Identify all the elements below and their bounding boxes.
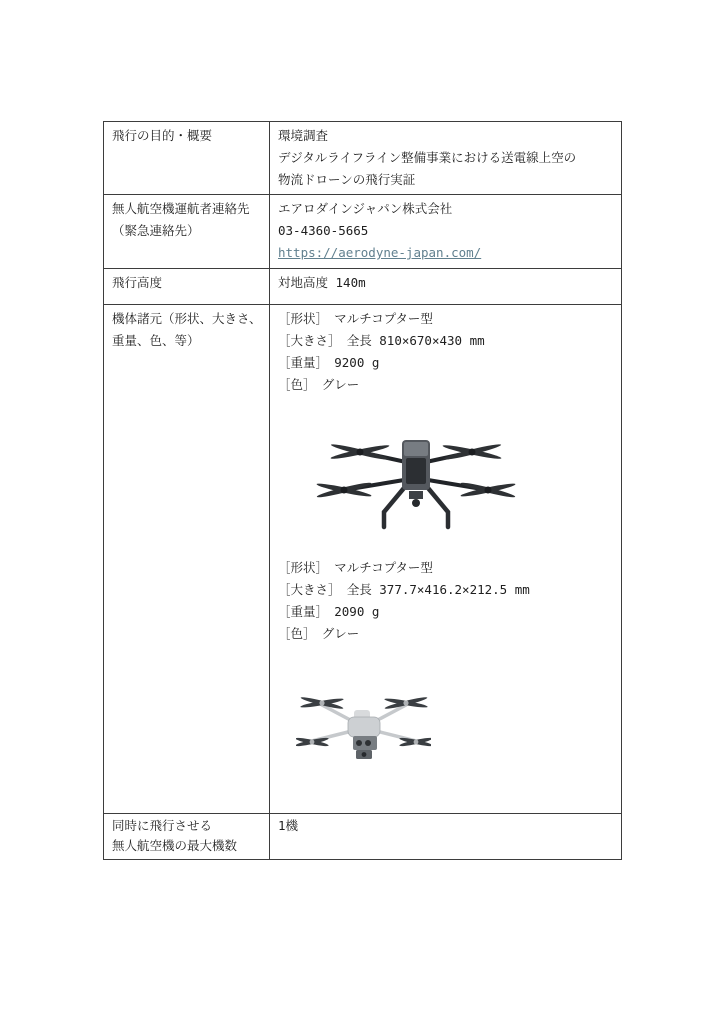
purpose-line-3: 物流ドローンの飛行実証 [278, 172, 416, 187]
contact-value-cell [270, 195, 622, 269]
max-count-value: 1機 [278, 818, 299, 833]
aircraft-label-line-2: 重量、色、等） [112, 333, 200, 348]
drone-photo-dark-multicopter [314, 428, 518, 535]
table-row-max-count [104, 814, 622, 860]
max-count-label-line-1: 同時に飛行させる [112, 818, 213, 833]
spec2-size: ［大きさ］ 全長 377.7×416.2×212.5 mm [278, 582, 530, 597]
purpose-line-1: 環境調査 [278, 128, 329, 143]
aircraft-spec-block-1 [278, 308, 613, 396]
purpose-label-cell [104, 122, 270, 195]
dark-multicopter-icon [314, 428, 518, 535]
purpose-label: 飛行の目的・概要 [112, 128, 213, 143]
spec2-shape: ［形状］ マルチコプター型 [278, 560, 433, 575]
contact-label-line-1: 無人航空機運航者連絡先 [112, 201, 250, 216]
table-row-purpose [104, 122, 622, 195]
max-count-label-line-2: 無人航空機の最大機数 [112, 837, 238, 853]
flight-permit-table [103, 121, 622, 860]
contact-label-cell [104, 195, 270, 269]
max-count-label-cell [104, 814, 270, 860]
spec1-size: ［大きさ］ 全長 810×670×430 mm [278, 333, 485, 348]
spec1-shape: ［形状］ マルチコプター型 [278, 311, 433, 326]
altitude-value-cell [270, 269, 622, 305]
altitude-value: 対地高度 140m [278, 275, 366, 290]
table-row-altitude [104, 269, 622, 305]
drone-photo-light-multicopter [296, 689, 431, 770]
spec2-color: ［色］ グレー [278, 626, 360, 641]
aircraft-spec-block-2 [278, 557, 613, 645]
contact-label-line-2: （緊急連絡先） [112, 223, 200, 238]
aircraft-value-cell [270, 305, 622, 814]
table-row-aircraft [104, 305, 622, 814]
max-count-value-cell [270, 814, 622, 860]
table-row-contact [104, 195, 622, 269]
altitude-label-cell [104, 269, 270, 305]
contact-company: エアロダインジャパン株式会社 [278, 201, 453, 216]
altitude-label: 飛行高度 [112, 275, 163, 290]
spec1-weight: ［重量］ 9200 g [278, 355, 380, 370]
spec2-weight: ［重量］ 2090 g [278, 604, 380, 619]
contact-phone: 03-4360-5665 [278, 223, 369, 238]
light-multicopter-icon [296, 689, 431, 770]
spec1-color: ［色］ グレー [278, 377, 360, 392]
purpose-value-cell [270, 122, 622, 195]
purpose-line-2: デジタルライフライン整備事業における送電線上空の [278, 150, 577, 165]
contact-url-link[interactable]: https://aerodyne-japan.com/ [278, 245, 482, 260]
aircraft-label-cell [104, 305, 270, 814]
aircraft-label-line-1: 機体諸元（形状、大きさ、 [112, 311, 262, 326]
